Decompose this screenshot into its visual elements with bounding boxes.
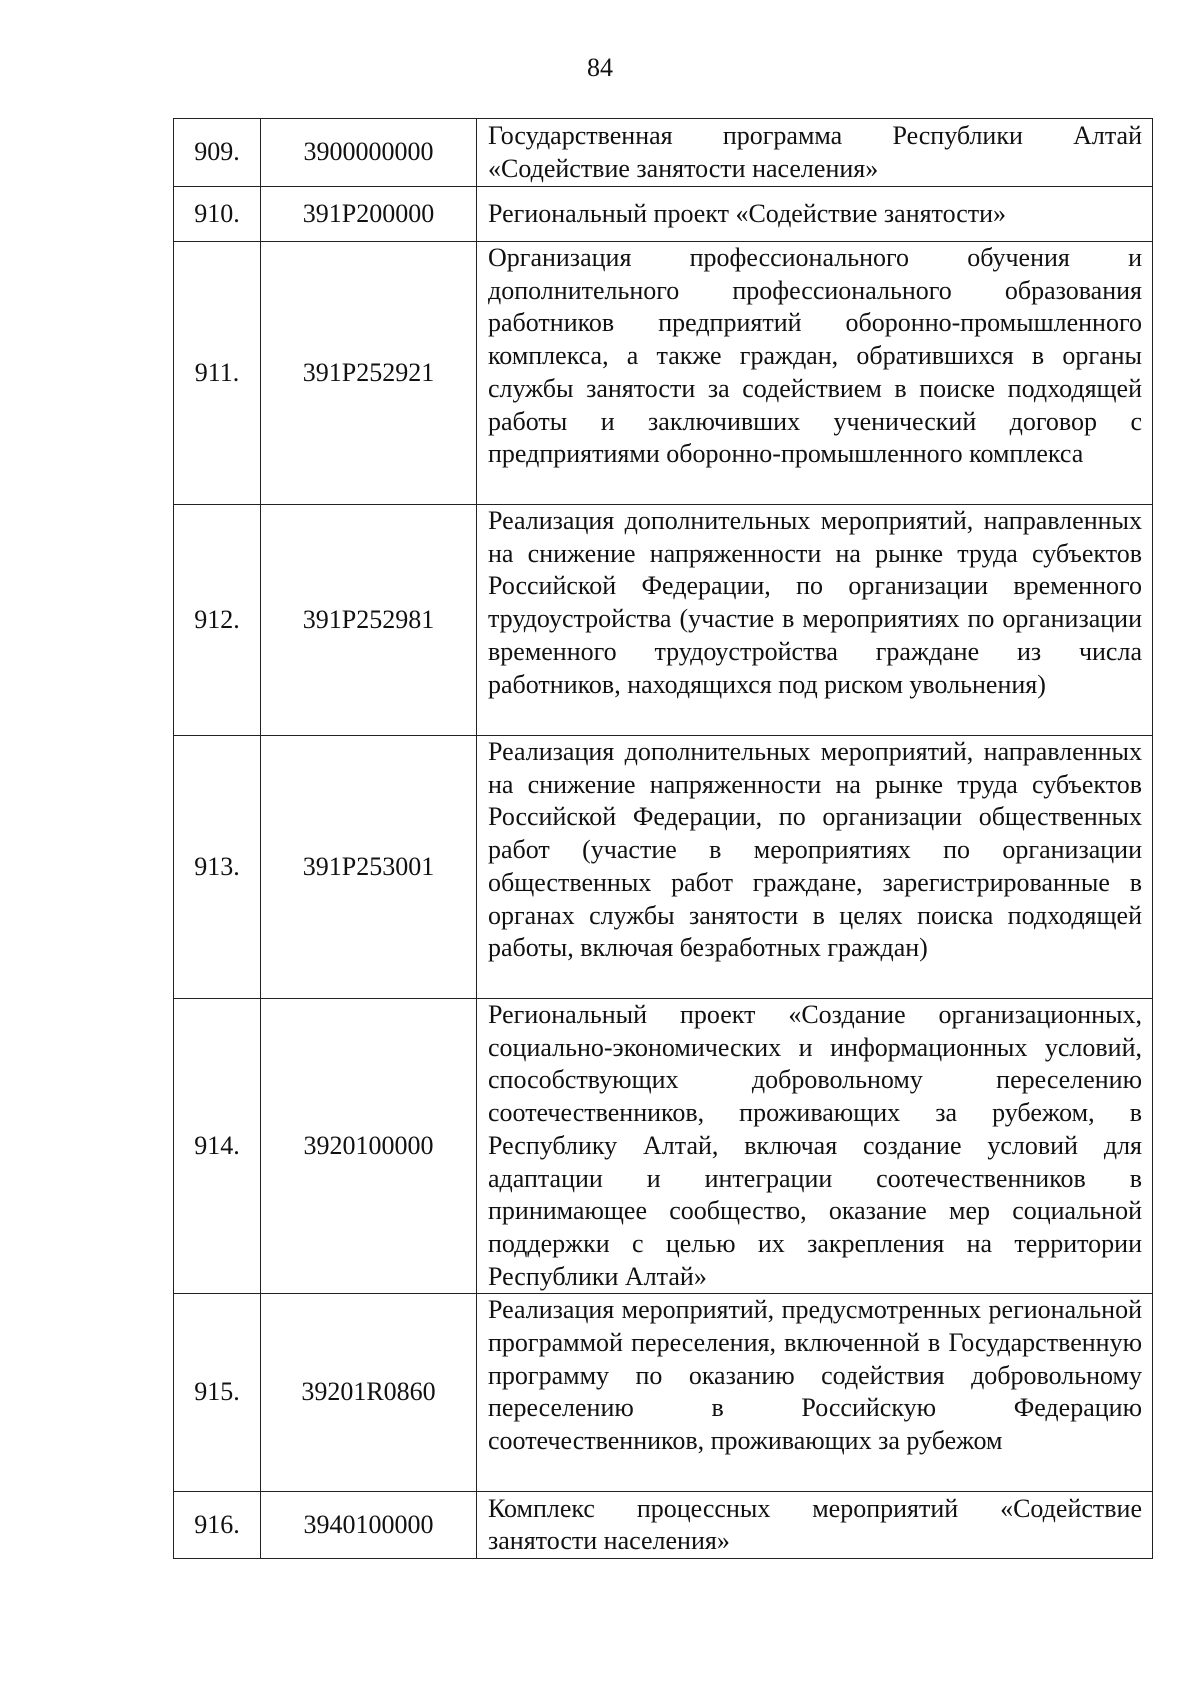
classification-code: 391P252921 <box>261 242 477 505</box>
budget-codes-table <box>173 118 1153 1559</box>
row-description: Региональный проект «Создание организационных, социально-экономических и информационных условий, способствующих добровольному переселению соотечественников, проживающих за рубежом, в Республику Алтай, включая создание условий для адаптации и интеграции соотечественников в принимающее сообщество, оказание мер социальной поддержки с целью их закрепления на территории Республики Алтай» <box>477 999 1153 1294</box>
row-description: Реализация дополнительных мероприятий, направленных на снижение напряженности на рынке труда субъектов Российской Федерации, по организации временного трудоустройства (участие в мероприятиях по организации временного трудоустройства граждане из числа работников, находящихся под риском увольнения) <box>477 505 1153 736</box>
classification-code: 3940100000 <box>261 1492 477 1559</box>
row-number: 909. <box>174 119 261 187</box>
classification-code: 39201R0860 <box>261 1294 477 1492</box>
table-row <box>174 119 1153 187</box>
table-row <box>174 242 1153 505</box>
table-row <box>174 1294 1153 1492</box>
table-row <box>174 505 1153 736</box>
row-description: Комплекс процессных мероприятий «Содействие занятости населения» <box>477 1492 1153 1559</box>
row-description: Реализация дополнительных мероприятий, направленных на снижение напряженности на рынке труда субъектов Российской Федерации, по организации общественных работ (участие в мероприятиях по организации общественных работ граждане, зарегистрированные в органах службы занятости в целях поиска подходящей работы, включая безработных граждан) <box>477 736 1153 999</box>
table-row <box>174 187 1153 242</box>
row-number: 913. <box>174 736 261 999</box>
row-description: Государственная программа Республики Алтай «Содействие занятости населения» <box>477 119 1153 187</box>
table-row <box>174 999 1153 1294</box>
row-number: 912. <box>174 505 261 736</box>
table-row <box>174 736 1153 999</box>
row-number: 910. <box>174 187 261 242</box>
row-number: 914. <box>174 999 261 1294</box>
classification-code: 391P253001 <box>261 736 477 999</box>
row-description: Региональный проект «Содействие занятости» <box>477 187 1153 242</box>
page-number: 84 <box>587 53 613 82</box>
classification-code: 3900000000 <box>261 119 477 187</box>
row-description: Организация профессионального обучения и дополнительного профессионального образования работников предприятий оборонно-промышленного комплекса, а также граждан, обратившихся в органы службы занятости за содействием в поиске подходящей работы и заключивших ученический договор с предприятиями оборонно-промышленного комплекса <box>477 242 1153 505</box>
row-number: 915. <box>174 1294 261 1492</box>
classification-code: 391P252981 <box>261 505 477 736</box>
row-number: 911. <box>174 242 261 505</box>
row-number: 916. <box>174 1492 261 1559</box>
table-row <box>174 1492 1153 1559</box>
classification-code: 3920100000 <box>261 999 477 1294</box>
classification-code: 391P200000 <box>261 187 477 242</box>
row-description: Реализация мероприятий, предусмотренных региональной программой переселения, включенной в Государственную программу по оказанию содействия добровольному переселению в Российскую Федерацию соотечественников, проживающих за рубежом <box>477 1294 1153 1492</box>
